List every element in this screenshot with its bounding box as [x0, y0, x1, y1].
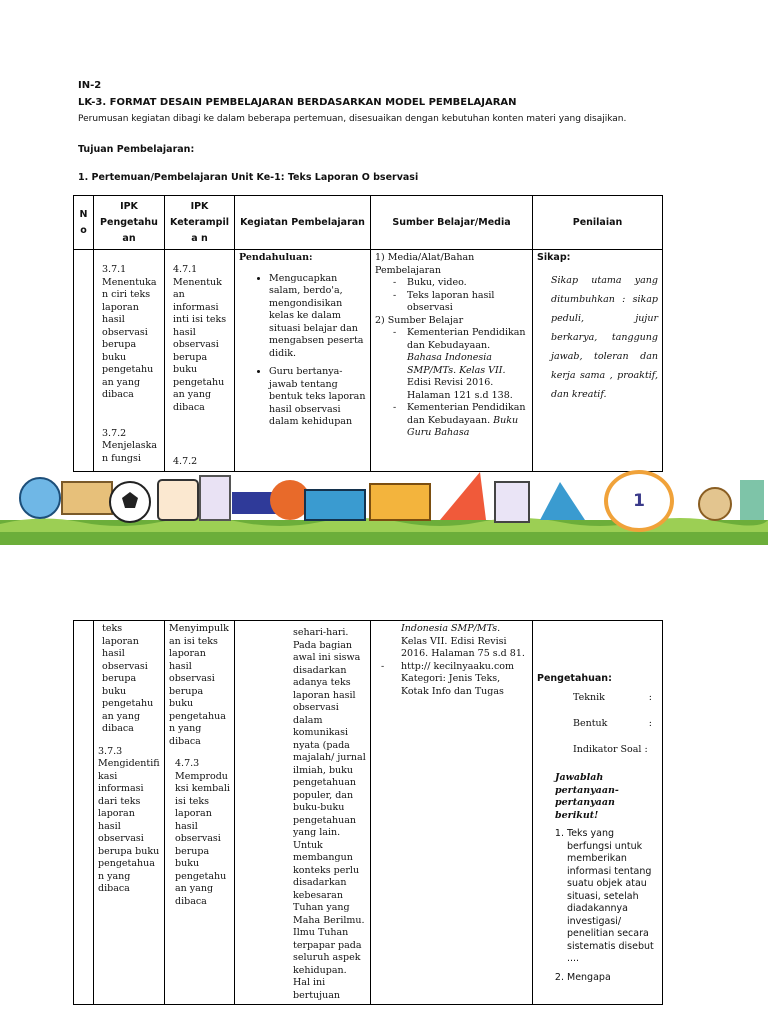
source-learning-item: [387, 327, 528, 402]
cell-ipk-skill: [165, 621, 235, 1005]
knowledge-label: Pengetahuan:: [537, 673, 612, 684]
source-book-title: Buku Guru Bahasa: [407, 414, 519, 438]
ipk-text: teks laporan hasil observasi berupa buku pengetahu an yang dibaca: [102, 623, 154, 734]
source-book-title: Indonesia SMP/MTs.: [401, 623, 501, 634]
header-assessment: Penilaian: [533, 196, 663, 250]
ipk-text: Menentuk an informasi inti isi teks hasil observasi berupa buku pengetahu an yang dibaca: [173, 276, 227, 413]
activity-heading: Pendahuluan:: [239, 252, 313, 263]
ipk-text: Menentuka n ciri teks laporan hasil observasi berupa buku pengetahu an yang dibaca: [102, 276, 157, 400]
technique-label: Teknik: [573, 691, 605, 703]
cell-source: [371, 250, 533, 472]
ipk-code: 3.7.2: [102, 427, 127, 439]
lesson-table-p1: [73, 195, 663, 472]
ipk-code: 3.7.3: [98, 745, 123, 757]
doc-title: LK-3. FORMAT DESAIN PEMBELAJARAN BERDASARKAN MODEL PEMBELAJARAN: [78, 97, 517, 108]
question-item: 1. Teks yang berfungsi untuk memberikan informasi tentang suatu objek atau situasi, setelah diadakannya investigasi/ penelitian secara sistematis disebut ....: [567, 828, 658, 966]
source-publisher: Kementerian Pendidikan dan Kebudayaan.: [407, 402, 526, 426]
technique-colon: :: [648, 691, 652, 703]
sikap-text: Sikap utama yang ditumbuhkan : sikap peduli, jujur berkarya, tanggung jawab, toleran dan kerja sama , proaktif, dan kreatif.: [551, 274, 658, 400]
ipk-text: Mengidentifi kasi informasi dari teks laporan hasil observasi berupa buku pengetahuan yang dibaca: [98, 758, 160, 894]
header-activity: Kegiatan Pembelajaran: [235, 196, 371, 250]
header-ipk-knowledge: IPK Pengetahuan: [94, 196, 165, 250]
page-gap: [0, 545, 768, 620]
ipk-code: 4.7.2: [173, 456, 198, 467]
decorative-banner: [0, 462, 768, 545]
question-instruction: Jawablah pertanyaan-pertanyaan berikut!: [555, 772, 619, 821]
page-number-badge: [604, 470, 674, 532]
activity-item: • Guru bertanya-jawab tentang bentuk teks laporan hasil observasi dalam kehidupan: [269, 366, 366, 429]
cell-activity: [235, 250, 371, 472]
cell-assessment: [533, 621, 663, 1005]
ipk-code: 3.7.1: [102, 264, 127, 275]
ipk-code: 4.7.3: [175, 758, 200, 769]
source-link-item: - http:// kecilnyaaku.com Kategori: Jenis Teks, Kotak Info dan Tugas: [375, 661, 528, 699]
indicator-label: Indikator Soal :: [573, 743, 648, 755]
lesson-table-p2: [73, 620, 663, 1005]
cell-no: [74, 250, 94, 472]
source-publisher: Kementerian Pendidikan dan Kebudayaan.: [407, 327, 526, 351]
cell-source: [371, 621, 533, 1005]
form-colon: :: [648, 717, 652, 729]
source-edition: Kelas VII. Edisi Revisi 2016. Halaman 75 s.d 81.: [401, 635, 525, 659]
decorative-banner-partial: [0, 1016, 768, 1024]
question-item: 2. Mengapa: [567, 972, 658, 985]
header-ipk-skill: IPK Keterampila n: [165, 196, 235, 250]
doc-intro: Perumusan kegiatan dibagi ke dalam beberapa pertemuan, disesuaikan dengan kebutuhan konten materi yang disajikan.: [78, 114, 627, 124]
source-media-item: - Buku, video.: [387, 277, 528, 290]
cell-ipk-knowledge: [94, 250, 165, 472]
doc-code: IN-2: [78, 80, 102, 91]
sikap-label: Sikap:: [537, 252, 571, 263]
source-learning-title: 2) Sumber Belajar: [375, 314, 464, 326]
source-media-item: - Teks laporan hasil observasi: [387, 290, 528, 315]
activity-item: • Mengucapkan salam, berdo'a, mengondisikan kelas ke dalam situasi belajar dan mengabsen peserta didik.: [269, 273, 366, 361]
ipk-text: Menyimpulk an isi teks laporan hasil observasi berupa buku pengetahuan yang dibaca: [169, 623, 229, 747]
ipk-text: Menjelaska n fungsi: [102, 440, 158, 464]
ipk-code: 4.7.1: [173, 264, 198, 275]
activity-text: sehari-hari. Pada bagian awal ini siswa disadarkan adanya teks laporan hasil observasi dalam komunikasi nyata (pada majalah/ jurnal ilmiah, buku pengetahuan populer, dan buku-buku pengetahuan yang lain. Untuk membangun konteks perlu disadarkan kebesaran Tuhan yang Maha Berilmu. Ilmu Tuhan terpapar pada seluruh aspek kehidupan. Hal ini bertujuan: [293, 627, 366, 1001]
page-number: 1: [633, 491, 645, 511]
technique-row: [573, 692, 658, 718]
ipk-text: Memprodu ksi kembali isi teks laporan hasil observasi berupa buku pengetahu an yang dibaca: [175, 770, 230, 907]
form-label: Bentuk: [573, 717, 608, 729]
objective-heading: Tujuan Pembelajaran:: [78, 144, 195, 155]
page-2: [0, 620, 768, 1024]
cell-activity: [235, 621, 371, 1005]
cell-ipk-skill: [165, 250, 235, 472]
cell-assessment: [533, 250, 663, 472]
source-learning-item: [387, 402, 528, 440]
source-media-title: 1) Media/Alat/Bahan Pembelajaran: [375, 252, 475, 276]
source-edition: Edisi Revisi 2016. Halaman 121 s.d 138.: [407, 377, 513, 401]
header-source: Sumber Belajar/Media: [371, 196, 533, 250]
header-no: N o: [74, 196, 94, 250]
cell-no: [74, 621, 94, 1005]
unit-heading: 1. Pertemuan/Pembelajaran Unit Ke-1: Teks Laporan O bservasi: [78, 172, 419, 183]
cell-ipk-knowledge: [94, 621, 165, 1005]
form-row: [573, 718, 658, 744]
source-book-title: Bahasa Indonesia SMP/MTs. Kelas VII.: [407, 352, 506, 376]
